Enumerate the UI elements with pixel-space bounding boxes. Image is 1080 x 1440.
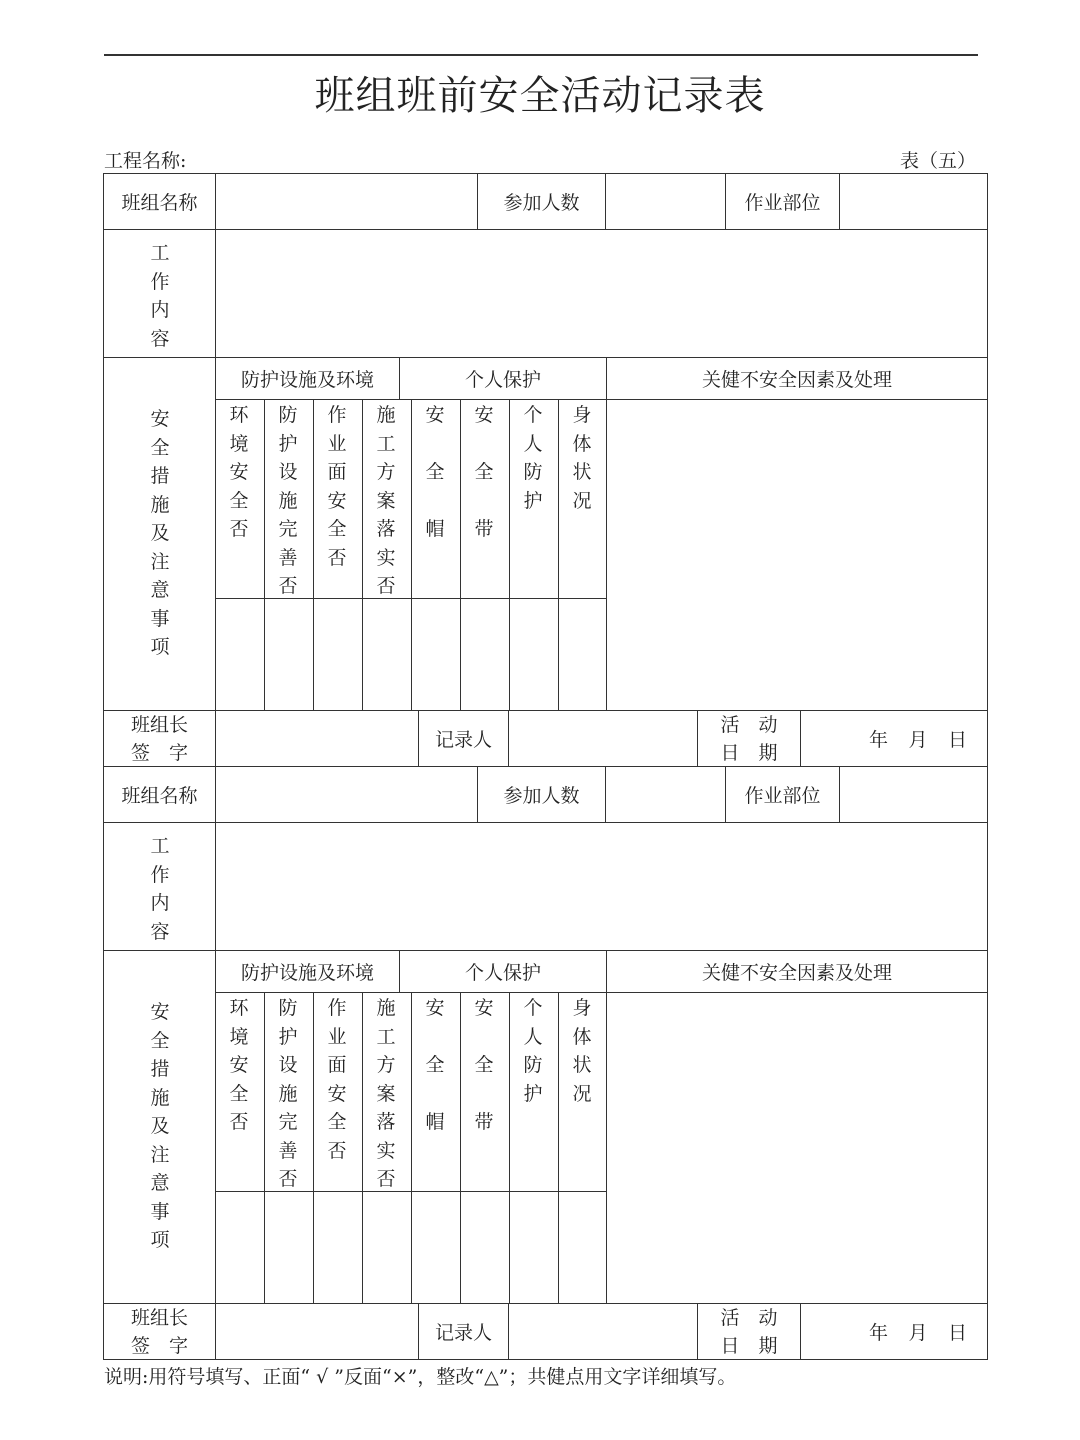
date-year-label: 年 xyxy=(869,729,889,751)
work-location-label: 作业部位 xyxy=(725,766,840,823)
workface-safe-check-field[interactable] xyxy=(313,598,363,711)
plan-implemented-check-label: 施工方案落实否 xyxy=(376,404,396,597)
team-name-label: 班组名称 xyxy=(103,766,216,823)
safety-label: 安全措施及注意事项 xyxy=(150,1001,170,1251)
form-title: 班组班前安全活动记录表 xyxy=(314,73,766,119)
health-check-label: 身体状况 xyxy=(572,997,592,1105)
personal-protection-header: 个人保护 xyxy=(399,357,607,400)
work-content-label: 工作内容 xyxy=(150,835,170,943)
top-rule xyxy=(104,54,978,56)
safety-belt-check-field[interactable] xyxy=(460,1191,510,1304)
leader-sign-field[interactable] xyxy=(215,710,419,767)
activity-date-label: 活 动 日 期 xyxy=(697,710,801,767)
personal-protection-check-label: 个人防护 xyxy=(523,404,543,512)
key-factors-field[interactable] xyxy=(606,992,988,1304)
health-check-field[interactable] xyxy=(558,1191,607,1304)
activity-date-label: 活 动 日 期 xyxy=(697,1303,801,1360)
protection-complete-check-label: 防护设施完善否 xyxy=(278,404,298,597)
recorder-field[interactable] xyxy=(508,710,698,767)
team-name-field[interactable] xyxy=(215,173,478,230)
plan-implemented-check-field[interactable] xyxy=(362,1191,412,1304)
protection-complete-check-field[interactable] xyxy=(264,1191,314,1304)
health-check-field[interactable] xyxy=(558,598,607,711)
personal-protection-check-field[interactable] xyxy=(509,1191,559,1304)
protection-env-header: 防护设施及环境 xyxy=(215,357,400,400)
health-check-label: 身体状况 xyxy=(572,404,592,512)
personal-protection-check-label: 个人防护 xyxy=(523,997,543,1105)
workface-safe-check-label: 作业面安全否 xyxy=(327,997,347,1162)
footnote: 说明:用符号填写、正面“ √ ”反面“×”，整改“△”；共健点用文字详细填写。 xyxy=(104,1366,737,1388)
safety-belt-check-label: 安全带 xyxy=(474,404,494,540)
recorder-field[interactable] xyxy=(508,1303,698,1360)
env-safe-check-label: 环境安全否 xyxy=(229,997,249,1133)
recorder-label: 记录人 xyxy=(418,1303,509,1360)
plan-implemented-check-field[interactable] xyxy=(362,598,412,711)
env-safe-check-field[interactable] xyxy=(215,598,265,711)
protection-complete-check-label: 防护设施完善否 xyxy=(278,997,298,1190)
helmet-check-field[interactable] xyxy=(411,598,461,711)
env-safe-check-field[interactable] xyxy=(215,1191,265,1304)
env-safe-check-label: 环境安全否 xyxy=(229,404,249,540)
leader-sign-label: 班组长 签 字 xyxy=(103,1303,216,1360)
safety-label: 安全措施及注意事项 xyxy=(150,408,170,658)
participants-field[interactable] xyxy=(605,766,726,823)
team-name-field[interactable] xyxy=(215,766,478,823)
leader-sign-field[interactable] xyxy=(215,1303,419,1360)
leader-sign-label: 班组长 签 字 xyxy=(103,710,216,767)
helmet-check-field[interactable] xyxy=(411,1191,461,1304)
activity-date-field[interactable] xyxy=(800,1303,988,1360)
participants-field[interactable] xyxy=(605,173,726,230)
safety-belt-check-label: 安全带 xyxy=(474,997,494,1133)
date-year-label: 年 xyxy=(869,1322,889,1344)
date-month-label: 月 xyxy=(908,729,928,751)
date-day-label: 日 xyxy=(947,729,967,751)
work-content-field[interactable] xyxy=(215,822,988,951)
personal-protection-header: 个人保护 xyxy=(399,950,607,993)
participants-label: 参加人数 xyxy=(477,766,606,823)
team-name-label: 班组名称 xyxy=(103,173,216,230)
date-day-label: 日 xyxy=(947,1322,967,1344)
recorder-label: 记录人 xyxy=(418,710,509,767)
table-number: 表（五） xyxy=(899,150,976,172)
work-content-label: 工作内容 xyxy=(150,242,170,350)
work-location-field[interactable] xyxy=(839,766,988,823)
project-name-label: 工程名称: xyxy=(104,150,187,172)
protection-complete-check-field[interactable] xyxy=(264,598,314,711)
work-content-field[interactable] xyxy=(215,229,988,358)
plan-implemented-check-label: 施工方案落实否 xyxy=(376,997,396,1190)
key-factors-header: 关健不安全因素及处理 xyxy=(606,950,988,993)
protection-env-header: 防护设施及环境 xyxy=(215,950,400,993)
participants-label: 参加人数 xyxy=(477,173,606,230)
helmet-check-label: 安全帽 xyxy=(425,997,445,1133)
key-factors-header: 关健不安全因素及处理 xyxy=(606,357,988,400)
safety-belt-check-field[interactable] xyxy=(460,598,510,711)
work-location-label: 作业部位 xyxy=(725,173,840,230)
date-month-label: 月 xyxy=(908,1322,928,1344)
workface-safe-check-label: 作业面安全否 xyxy=(327,404,347,569)
key-factors-field[interactable] xyxy=(606,399,988,711)
work-location-field[interactable] xyxy=(839,173,988,230)
helmet-check-label: 安全帽 xyxy=(425,404,445,540)
workface-safe-check-field[interactable] xyxy=(313,1191,363,1304)
activity-date-field[interactable] xyxy=(800,710,988,767)
personal-protection-check-field[interactable] xyxy=(509,598,559,711)
